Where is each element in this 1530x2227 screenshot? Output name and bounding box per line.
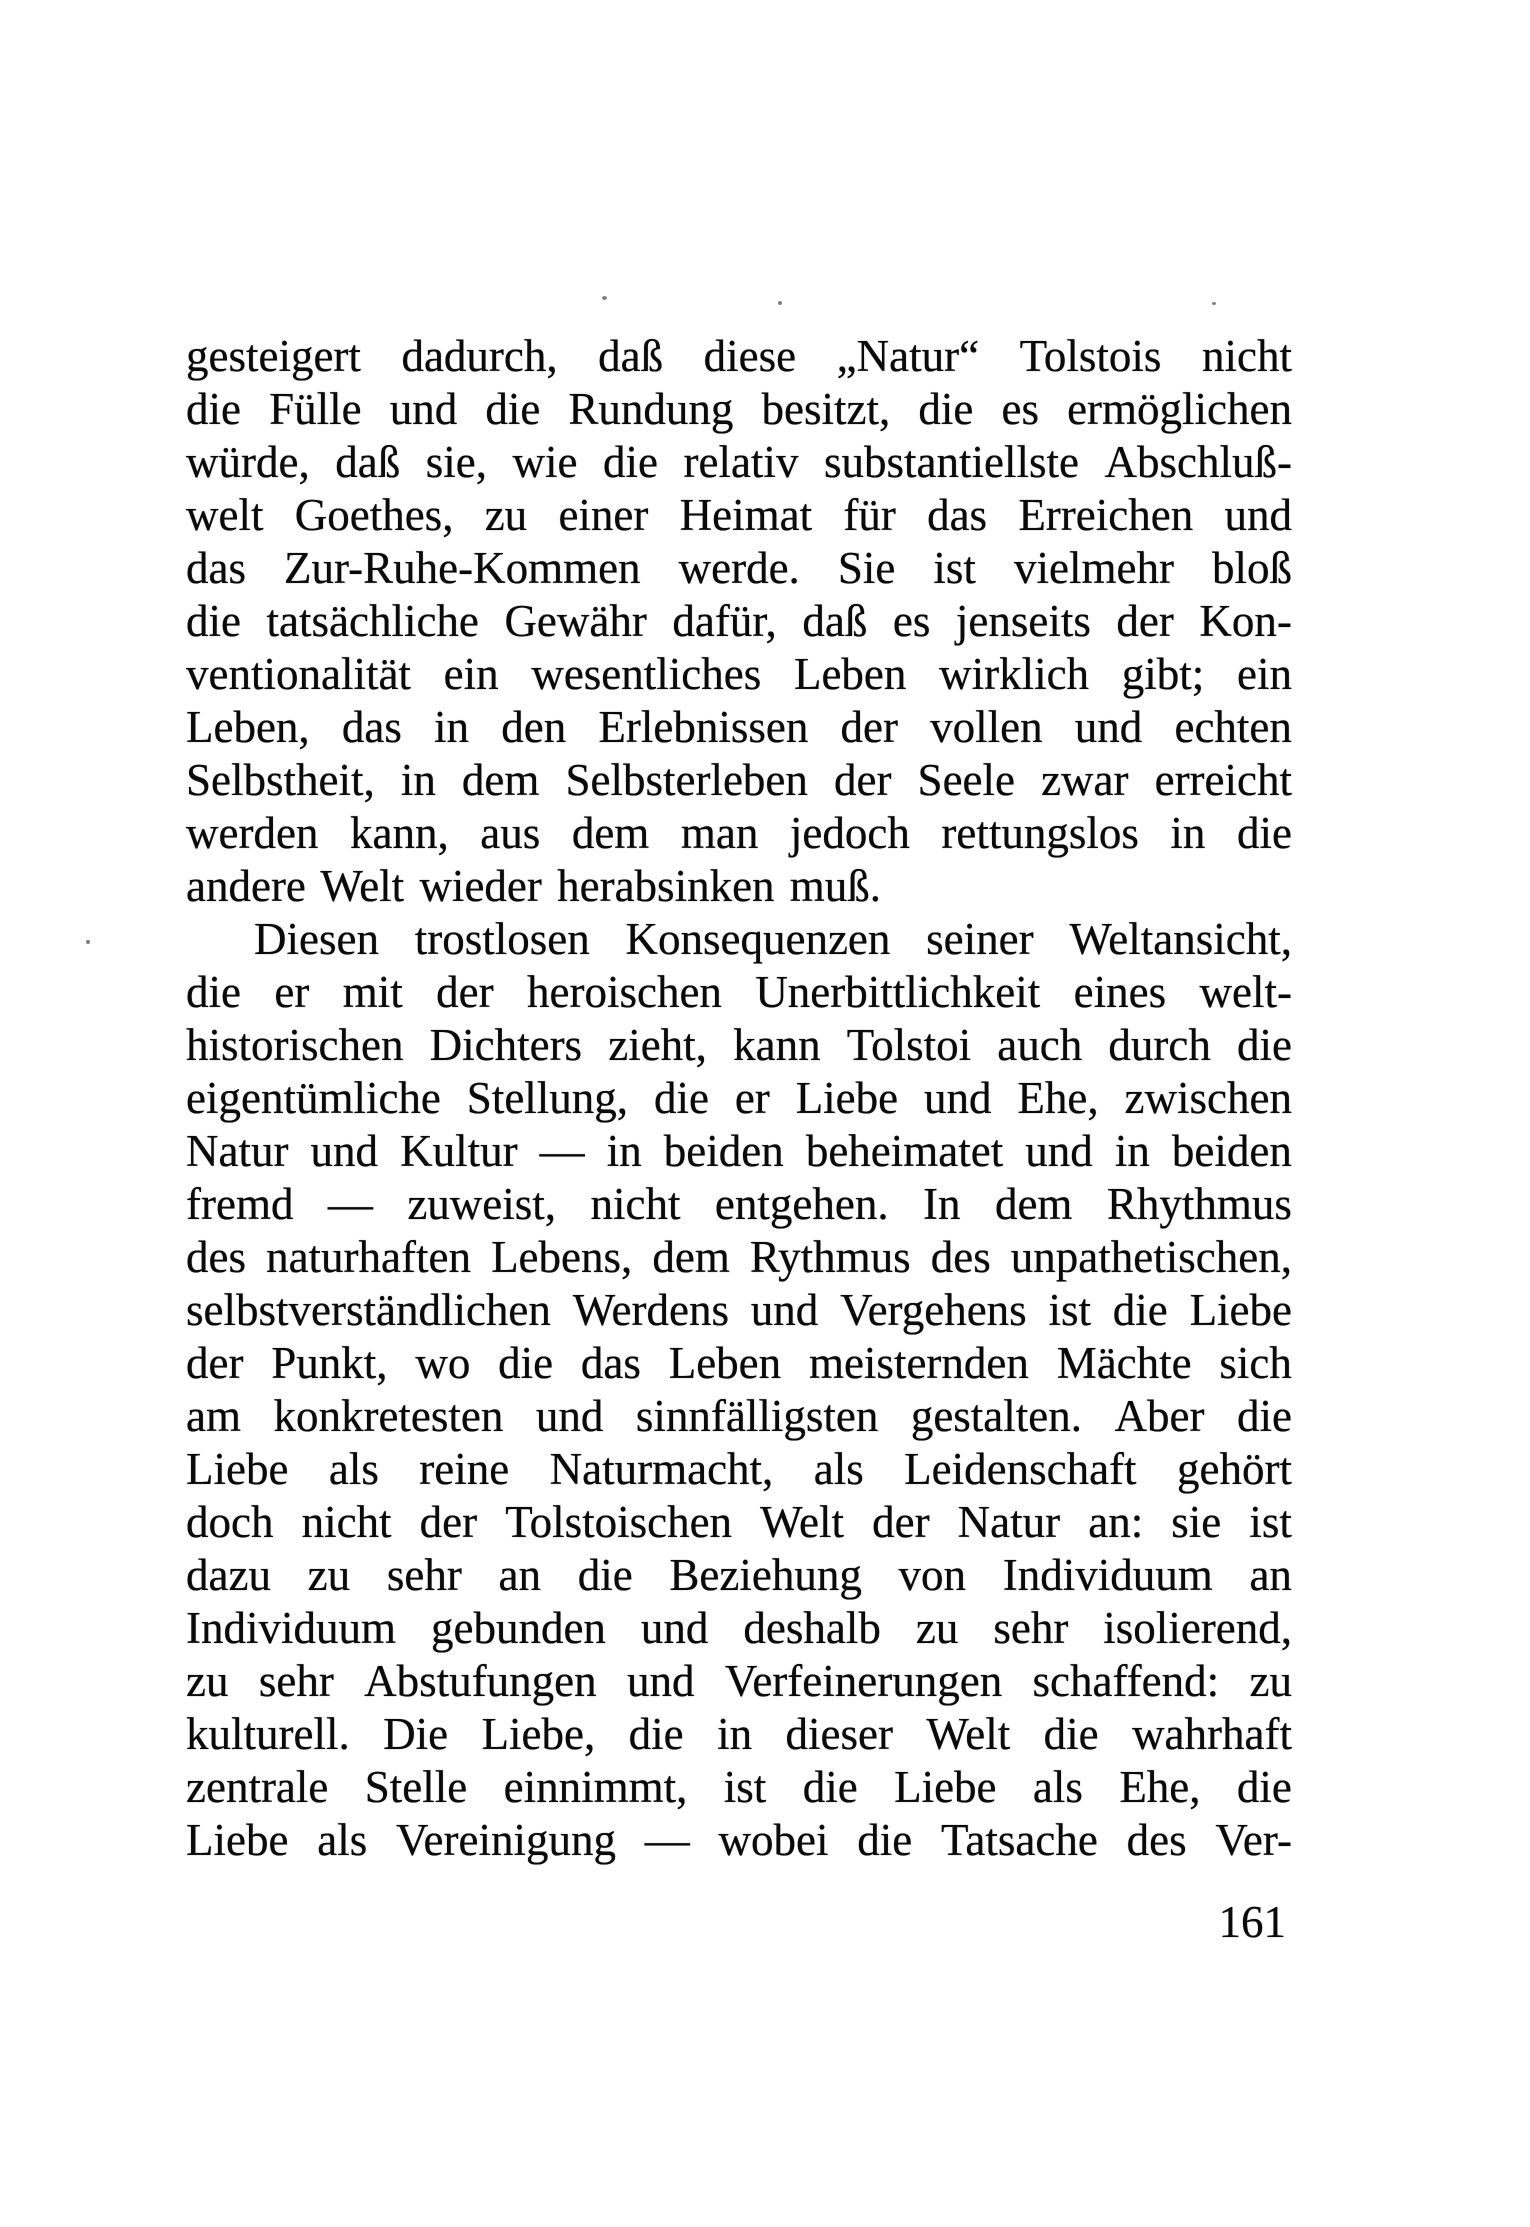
- word: der: [436, 967, 494, 1017]
- word: beheimatet: [805, 1126, 1004, 1176]
- word: ein: [443, 649, 499, 699]
- text-line: [186, 1602, 1292, 1655]
- word: die: [1236, 1391, 1292, 1441]
- word: von: [898, 1550, 967, 1600]
- word: Ehe,: [1119, 1762, 1201, 1812]
- word: Liebe: [795, 1073, 899, 1123]
- word: in: [434, 702, 470, 752]
- word: substantiellste: [823, 437, 1079, 487]
- word: zu: [307, 1550, 351, 1600]
- text-line: [186, 1178, 1292, 1231]
- word: und: [640, 1603, 709, 1653]
- word: nicht: [1201, 331, 1292, 381]
- word: dieser: [785, 1709, 893, 1759]
- word: an: [498, 1550, 542, 1600]
- word: gibt;: [1121, 649, 1205, 699]
- word: Tatsache: [941, 1815, 1098, 1865]
- word: und: [1025, 1126, 1093, 1176]
- word: beiden: [663, 1126, 784, 1176]
- word: die: [1112, 1285, 1168, 1335]
- word: Zur-Ruhe-Kommen: [284, 543, 641, 593]
- word: gesteigert: [186, 331, 361, 381]
- word: es: [1001, 384, 1039, 434]
- word: zwischen: [1124, 1073, 1292, 1123]
- word: welt-: [1199, 967, 1292, 1017]
- text-line: [186, 1549, 1292, 1602]
- word: man: [680, 808, 759, 858]
- word: dem: [652, 1232, 730, 1282]
- word: Kultur: [400, 1126, 518, 1176]
- word: Ehe,: [1017, 1073, 1099, 1123]
- word: Konsequenzen: [625, 914, 891, 964]
- word: Erreichen: [1018, 490, 1194, 540]
- word: und: [535, 1391, 604, 1441]
- word: er: [274, 967, 310, 1017]
- word: Werdens: [572, 1285, 730, 1335]
- text-line: [186, 542, 1292, 595]
- word: eigentümliche: [186, 1073, 441, 1123]
- text-line: [186, 595, 1292, 648]
- word: echten: [1174, 702, 1292, 752]
- word: seiner: [926, 914, 1034, 964]
- word: des: [186, 1232, 246, 1282]
- word: in: [717, 1709, 753, 1759]
- word: die: [802, 1762, 858, 1812]
- word: Leidenschaft: [904, 1444, 1137, 1494]
- text-line: [186, 648, 1292, 701]
- word: Sie: [837, 543, 896, 593]
- word: Rythmus: [749, 1232, 911, 1282]
- text-line: [186, 1496, 1292, 1549]
- paragraph: [186, 913, 1292, 1867]
- word: rettungslos: [941, 808, 1139, 858]
- word: werden: [186, 808, 319, 858]
- word: Leben: [668, 1338, 782, 1388]
- word: zwar: [1041, 755, 1129, 805]
- word: es: [892, 596, 931, 646]
- word: die: [918, 384, 974, 434]
- word: kann,: [349, 808, 449, 858]
- word: einer: [558, 490, 649, 540]
- word: schaffend:: [1032, 1656, 1220, 1706]
- word: und: [1074, 702, 1143, 752]
- word: Naturmacht,: [549, 1444, 774, 1494]
- word: Diesen: [254, 914, 379, 964]
- word: wirklich: [939, 649, 1090, 699]
- word: an:: [1088, 1497, 1144, 1547]
- word: Tolstoischen: [505, 1497, 733, 1547]
- word: daß: [802, 596, 868, 646]
- word: die: [186, 967, 241, 1017]
- word: Goethes,: [294, 490, 454, 540]
- word: Rundung: [568, 384, 734, 434]
- word: Tolstois: [1019, 331, 1162, 381]
- word: tatsächliche: [266, 596, 479, 646]
- word: der: [840, 702, 898, 752]
- text-line: [186, 330, 1292, 383]
- word: Liebe,: [481, 1709, 596, 1759]
- word: des: [930, 1232, 991, 1282]
- word: den: [501, 702, 567, 752]
- word: konkretesten: [273, 1391, 504, 1441]
- word: wesentliches: [531, 649, 762, 699]
- word: Liebe: [1189, 1285, 1292, 1335]
- word: in: [1114, 1126, 1150, 1176]
- word: die: [1236, 808, 1292, 858]
- text-line: [186, 807, 1292, 860]
- word: wo: [415, 1338, 471, 1388]
- word: und: [310, 1126, 379, 1176]
- word: Die: [383, 1709, 449, 1759]
- page-number: 161: [1218, 1897, 1286, 1947]
- word: Seele: [917, 755, 1015, 805]
- paragraph: [186, 330, 1292, 913]
- word: fremd: [186, 1179, 294, 1229]
- word: gebunden: [430, 1603, 606, 1653]
- word: Individuum: [1002, 1550, 1213, 1600]
- word: Stellung,: [466, 1073, 629, 1123]
- word: isolierend,: [1103, 1603, 1292, 1653]
- scan-speck: [602, 296, 607, 300]
- word: besitzt,: [761, 384, 891, 434]
- word: das: [580, 1338, 641, 1388]
- word: sehr: [386, 1550, 462, 1600]
- text-block: [186, 330, 1292, 1867]
- word: Welt: [760, 1497, 844, 1547]
- word: sie,: [425, 437, 487, 487]
- word: Heimat: [679, 490, 813, 540]
- scan-speck: [1212, 302, 1216, 305]
- word: erreicht: [1154, 755, 1292, 805]
- word: ist: [1249, 1497, 1292, 1547]
- text-line: [186, 1655, 1292, 1708]
- word: deshalb: [743, 1603, 881, 1653]
- text-line: [186, 1761, 1292, 1814]
- text-line: [186, 383, 1292, 436]
- word: würde,: [186, 437, 310, 487]
- word: doch: [186, 1497, 274, 1547]
- word: Unerbittlichkeit: [755, 967, 1041, 1017]
- word: in: [606, 1126, 642, 1176]
- word: Abstufungen: [364, 1656, 597, 1706]
- word: daß: [335, 437, 401, 487]
- word: der: [419, 1497, 478, 1547]
- word: die: [186, 596, 241, 646]
- word: beiden: [1171, 1126, 1292, 1176]
- word: entgehen.: [714, 1179, 889, 1229]
- word: ist: [933, 543, 976, 593]
- word: und: [389, 384, 458, 434]
- word: Fülle: [269, 384, 362, 434]
- word: vollen: [930, 702, 1043, 752]
- text-line: andere Welt wieder herabsinken muß.: [186, 861, 882, 911]
- word: Punkt,: [271, 1338, 388, 1388]
- text-line: [186, 1337, 1292, 1390]
- word: Kon-: [1199, 596, 1292, 646]
- word: zu: [186, 1656, 229, 1706]
- word: Liebe: [186, 1815, 289, 1865]
- word: Vereinigung: [396, 1815, 616, 1865]
- word: zu: [915, 1603, 959, 1653]
- word: dem: [994, 1179, 1073, 1229]
- word: kulturell.: [186, 1709, 350, 1759]
- word: kann: [733, 1020, 821, 1070]
- word: jenseits: [955, 596, 1091, 646]
- word: Liebe: [186, 1444, 289, 1494]
- word: Ver-: [1215, 1815, 1292, 1865]
- word: ermöglichen: [1067, 384, 1292, 434]
- word: Abschluß-: [1104, 437, 1292, 487]
- word: am: [186, 1391, 241, 1441]
- word: sie: [1171, 1497, 1222, 1547]
- word: der: [872, 1497, 930, 1547]
- word: nicht: [590, 1179, 681, 1229]
- word: ist: [723, 1762, 767, 1812]
- text-line: [186, 1390, 1292, 1443]
- word: Leben,: [186, 702, 310, 752]
- word: gestalten.: [910, 1391, 1083, 1441]
- word: trostlosen: [414, 914, 590, 964]
- word: zu: [1249, 1656, 1292, 1706]
- word: zieht,: [608, 1020, 707, 1070]
- word: Weltansicht,: [1069, 914, 1292, 964]
- word: Stelle: [364, 1762, 468, 1812]
- text-line: [186, 1708, 1292, 1761]
- word: Individuum: [186, 1603, 396, 1653]
- word: diese: [703, 331, 797, 381]
- word: Tolstoi: [846, 1020, 972, 1070]
- word: dadurch,: [401, 331, 558, 381]
- word: dafür,: [672, 596, 777, 646]
- word: gehört: [1176, 1444, 1292, 1494]
- word: Welt: [926, 1709, 1011, 1759]
- word: Leben: [793, 649, 907, 699]
- word: der: [1116, 596, 1174, 646]
- word: und: [1224, 490, 1292, 540]
- word: in: [1170, 808, 1206, 858]
- word: die: [186, 384, 241, 434]
- word: als: [813, 1444, 864, 1494]
- word: das: [186, 543, 246, 593]
- word: die: [653, 1073, 709, 1123]
- word: vielmehr: [1013, 543, 1174, 593]
- word: reine: [419, 1444, 510, 1494]
- word: —: [644, 1815, 690, 1865]
- text-line: [186, 1019, 1292, 1072]
- text-line: [186, 1443, 1292, 1496]
- word: In: [923, 1179, 961, 1229]
- word: als: [328, 1444, 379, 1494]
- word: die: [857, 1815, 913, 1865]
- text-line: [186, 489, 1292, 542]
- word: sehr: [993, 1603, 1069, 1653]
- text-line: [186, 1231, 1292, 1284]
- word: jedoch: [789, 808, 910, 858]
- word: relativ: [683, 437, 799, 487]
- text-line: [186, 701, 1292, 754]
- word: Selbsterleben: [565, 755, 808, 805]
- word: Rhythmus: [1106, 1179, 1292, 1229]
- word: sehr: [258, 1656, 334, 1706]
- word: —: [539, 1126, 585, 1176]
- word: er: [734, 1073, 770, 1123]
- word: ein: [1236, 649, 1292, 699]
- word: und: [750, 1285, 819, 1335]
- word: die: [1236, 1762, 1292, 1812]
- word: wobei: [718, 1815, 829, 1865]
- word: unpathetischen,: [1010, 1232, 1292, 1282]
- word: Selbstheit,: [186, 755, 375, 805]
- scan-speck: [86, 940, 90, 944]
- word: die: [485, 384, 541, 434]
- word: auch: [997, 1020, 1083, 1070]
- scan-speck: [778, 301, 782, 305]
- text-line: [186, 966, 1292, 1019]
- word: an: [1249, 1550, 1292, 1600]
- word: für: [843, 490, 896, 540]
- word: dazu: [186, 1550, 271, 1600]
- word: selbstverständlichen: [186, 1285, 551, 1335]
- word: sinnfälligsten: [635, 1391, 879, 1441]
- word: die: [498, 1338, 554, 1388]
- word: die: [577, 1550, 633, 1600]
- word: ventionalität: [186, 649, 411, 699]
- text-line: [186, 913, 1292, 966]
- word: Verfeinerungen: [724, 1656, 1003, 1706]
- word: zuweist,: [407, 1179, 557, 1229]
- text-line: [186, 1814, 1292, 1867]
- word: ist: [1048, 1285, 1092, 1335]
- word: das: [341, 702, 402, 752]
- word: werde.: [678, 543, 800, 593]
- word: wie: [512, 437, 578, 487]
- word: nicht: [301, 1497, 392, 1547]
- word: die: [628, 1709, 684, 1759]
- word: dem: [461, 755, 540, 805]
- word: das: [927, 490, 988, 540]
- word: Lebens,: [491, 1232, 633, 1282]
- word: dem: [571, 808, 650, 858]
- word: Liebe: [894, 1762, 997, 1812]
- word: heroischen: [527, 967, 722, 1017]
- word: Natur: [186, 1126, 289, 1176]
- word: und: [924, 1073, 992, 1123]
- word: Mächte: [1056, 1338, 1192, 1388]
- text-line: [186, 1072, 1292, 1125]
- text-line: [186, 1125, 1292, 1178]
- word: zu: [484, 490, 528, 540]
- word: naturhaften: [266, 1232, 471, 1282]
- word: „Natur“: [836, 331, 980, 381]
- word: Vergehens: [840, 1285, 1027, 1335]
- word: der: [186, 1338, 244, 1388]
- word: —: [327, 1179, 373, 1229]
- word: Natur: [957, 1497, 1061, 1547]
- word: daß: [598, 331, 664, 381]
- word: zentrale: [186, 1762, 329, 1812]
- word: Aber: [1114, 1391, 1205, 1441]
- word: die: [1237, 1020, 1292, 1070]
- word: der: [834, 755, 892, 805]
- word: Beziehung: [669, 1550, 862, 1600]
- word: meisternden: [808, 1338, 1029, 1388]
- word: als: [1032, 1762, 1083, 1812]
- word: bloß: [1211, 543, 1292, 593]
- word: wahrhaft: [1132, 1709, 1292, 1759]
- word: mit: [342, 967, 403, 1017]
- word: durch: [1108, 1020, 1211, 1070]
- word: Dichters: [429, 1020, 583, 1070]
- word: einnimmt,: [503, 1762, 688, 1812]
- word: welt: [186, 490, 264, 540]
- text-line: [186, 436, 1292, 489]
- word: Erlebnissen: [598, 702, 809, 752]
- word: historischen: [186, 1020, 404, 1070]
- text-line: [186, 1284, 1292, 1337]
- text-line: [186, 754, 1292, 807]
- word: aus: [480, 808, 541, 858]
- word: des: [1126, 1815, 1187, 1865]
- word: eines: [1073, 967, 1167, 1017]
- word: sich: [1219, 1338, 1292, 1388]
- word: die: [603, 437, 658, 487]
- word: als: [317, 1815, 368, 1865]
- word: Gewähr: [504, 596, 647, 646]
- word: in: [400, 755, 436, 805]
- word: die: [1043, 1709, 1099, 1759]
- word: und: [626, 1656, 695, 1706]
